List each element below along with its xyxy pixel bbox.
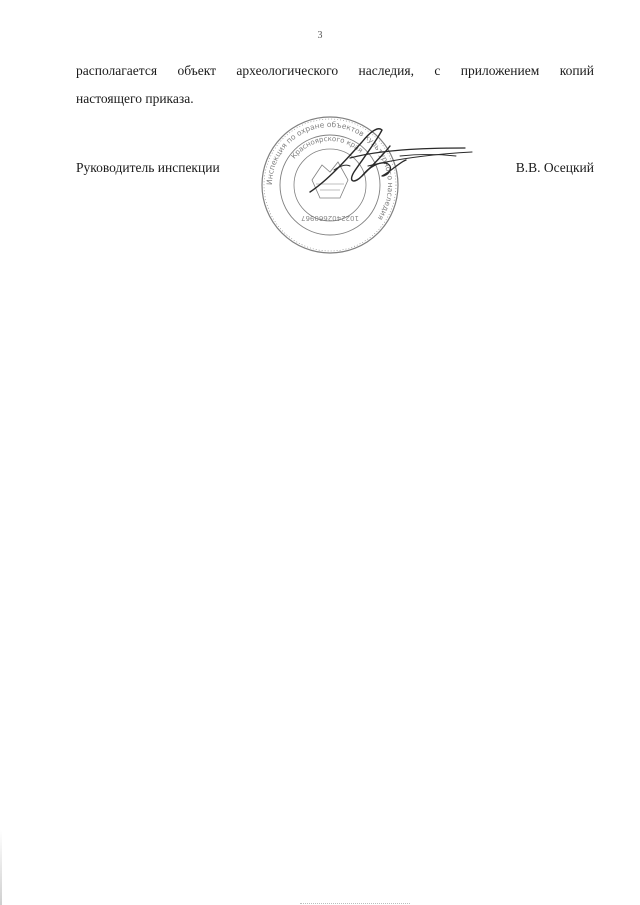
page-number: 3 xyxy=(317,30,323,41)
signatory-title: Руководитель инспекции xyxy=(76,160,220,175)
seal-outer-text: Инспекция по охране объектов культурного наследия xyxy=(264,119,396,222)
signatory-name: В.В. Осецкий xyxy=(515,160,594,175)
scan-bottom-artifact xyxy=(300,902,410,904)
seal-center-number: 1022402660967 xyxy=(301,214,359,222)
official-stamp-and-signature xyxy=(250,110,480,260)
seal-inner-text: Красноярского края xyxy=(289,134,365,161)
body-paragraph xyxy=(76,57,594,113)
body-line-1: располагается объект археологического наследия, с приложением копий xyxy=(76,63,594,78)
body-line-2: настоящего приказа. xyxy=(76,91,194,106)
scan-edge-artifact xyxy=(0,830,2,905)
